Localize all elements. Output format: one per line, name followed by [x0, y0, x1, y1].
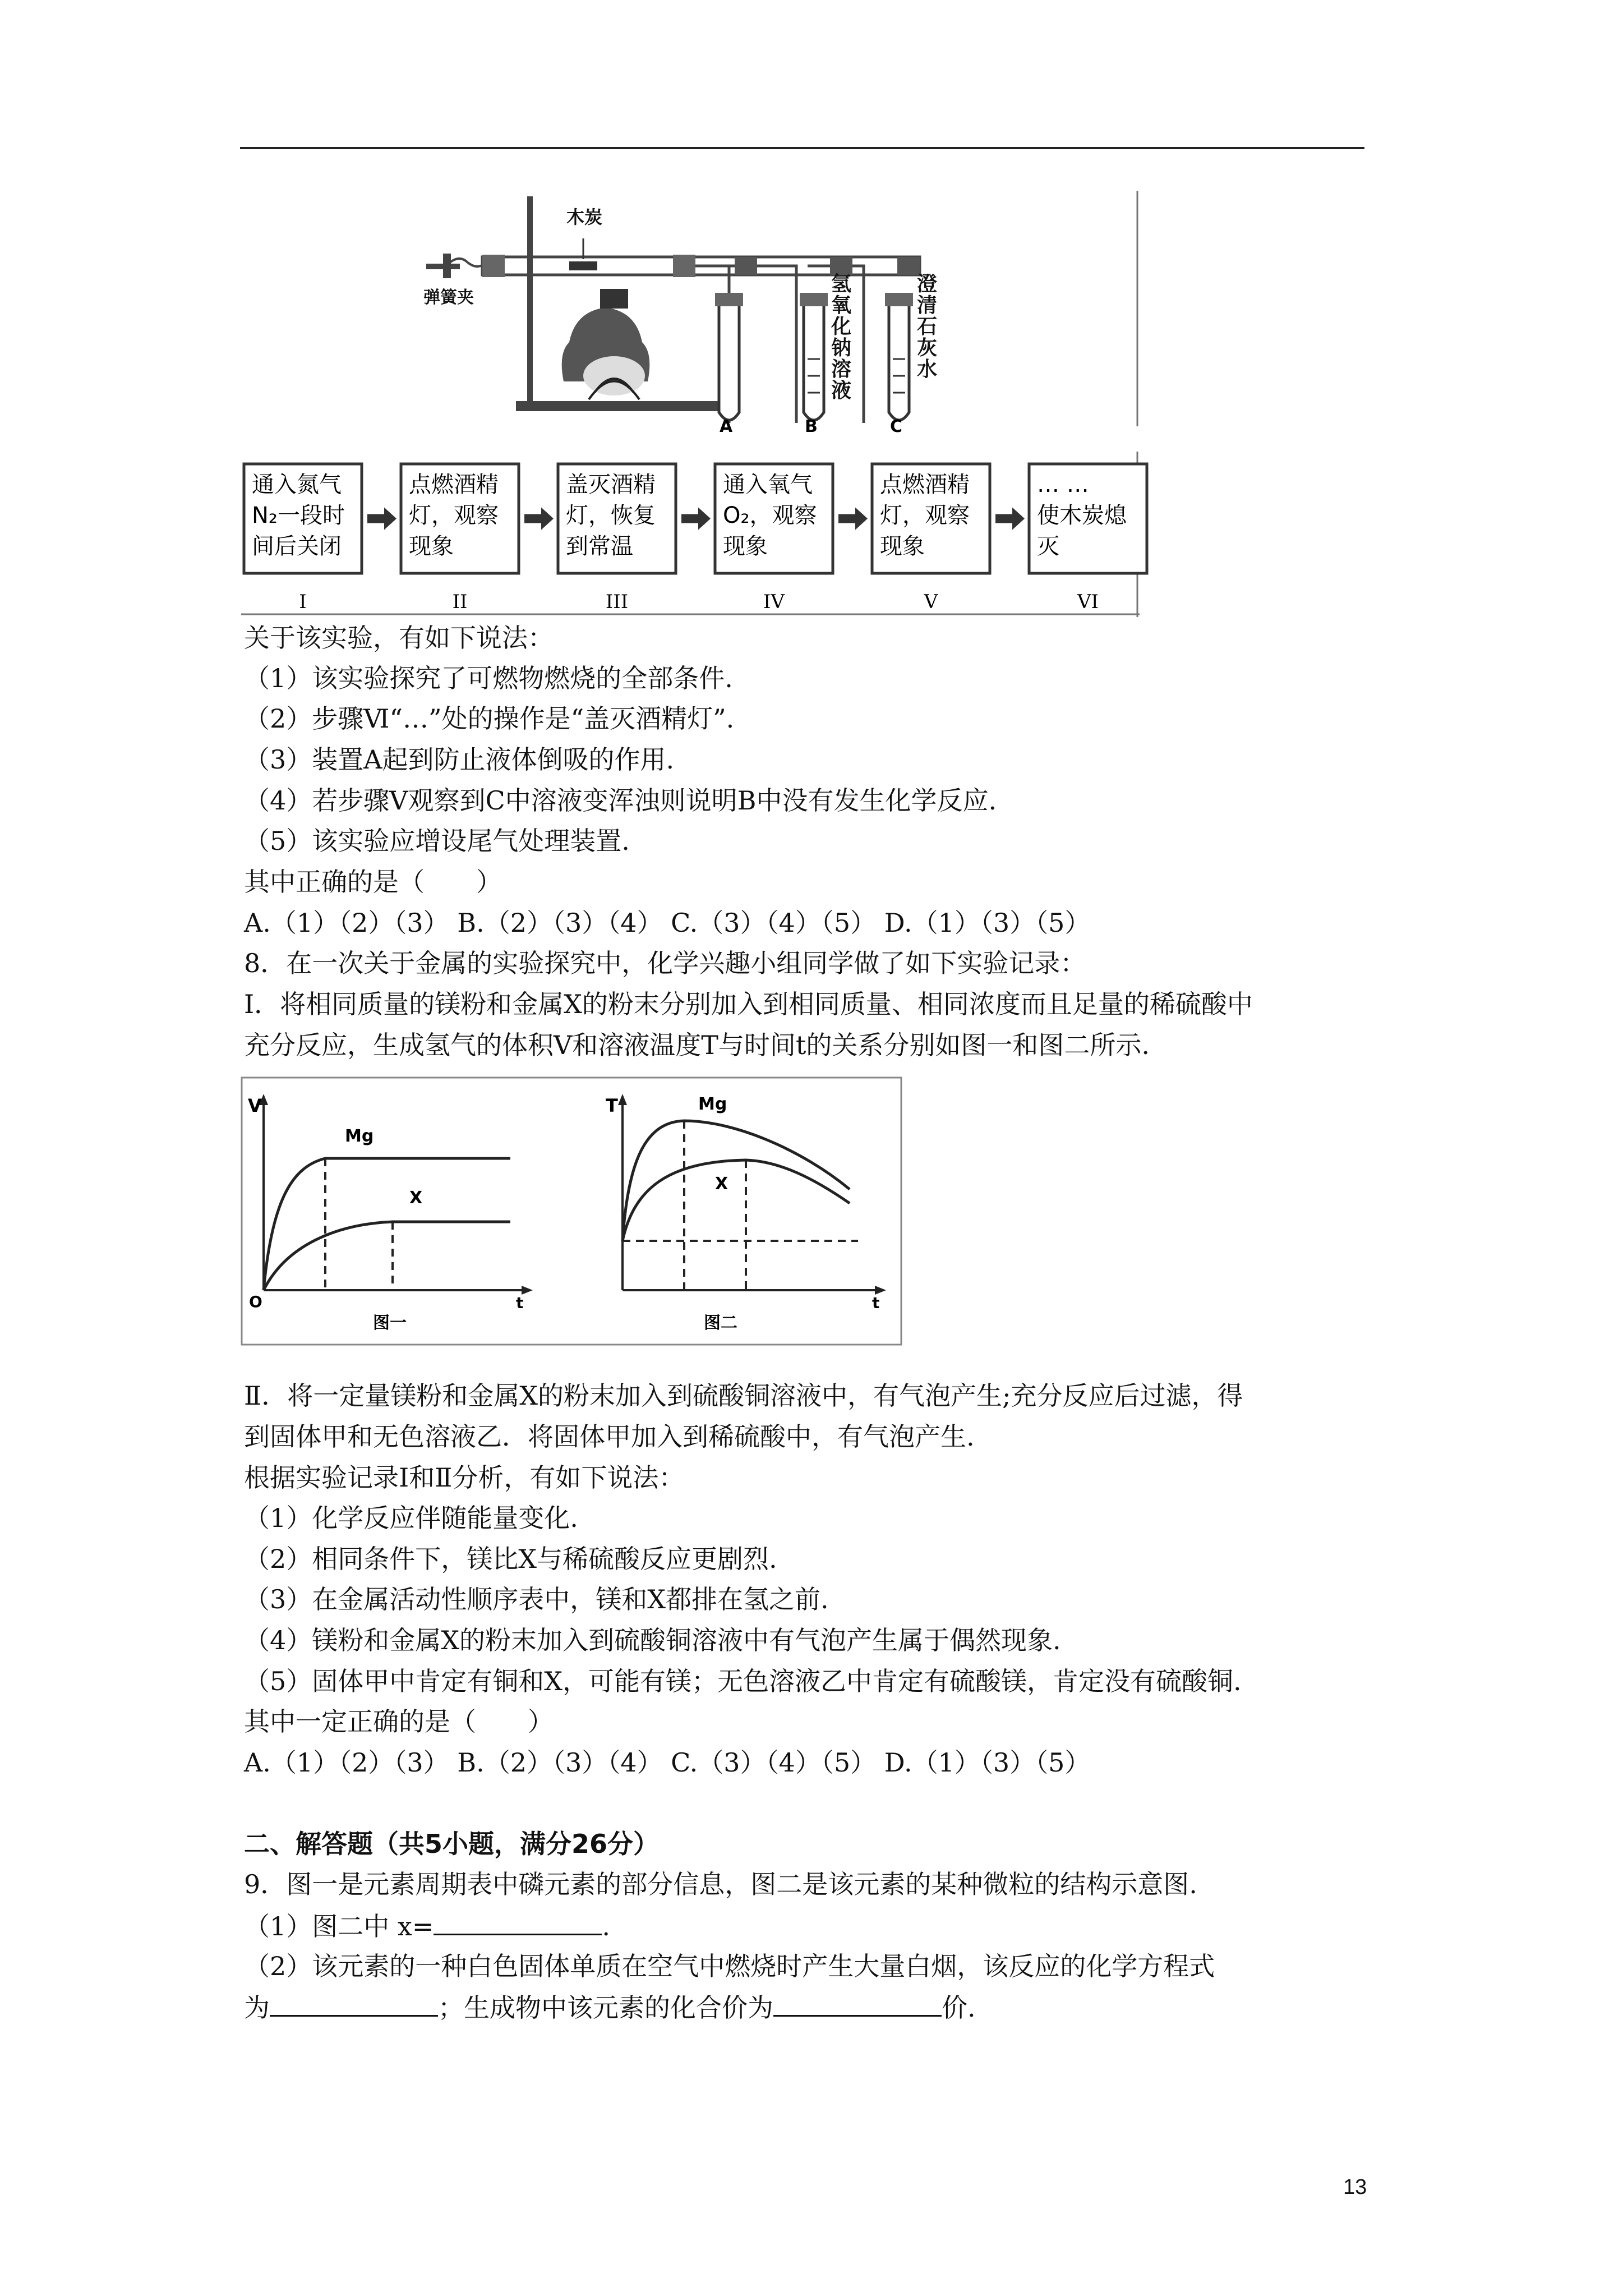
- flow-step-numeral: I: [299, 591, 307, 613]
- q8-statement-2: （2）相同条件下，镁比X与稀硫酸反应更剧烈.: [244, 1544, 777, 1574]
- q8-statement-4: （4）镁粉和金属X的粉末加入到硫酸铜溶液中有气泡产生属于偶然现象.: [244, 1625, 1061, 1655]
- naoh-label: [831, 273, 851, 402]
- svg-text:石: 石: [917, 315, 938, 338]
- q8-part2-line2: 到固体甲和无色溶液乙．将固体甲加入到稀硫酸中，有气泡产生.: [244, 1421, 975, 1452]
- flow-step-numeral: III: [605, 591, 629, 613]
- procedure-flowchart: [241, 452, 1140, 617]
- flow-arrow-icon: [838, 508, 868, 530]
- page-number: 13: [1343, 2175, 1367, 2199]
- q8-options: A.（1）（2）（3） B.（2）（3）（4） C.（3）（4）（5） D.（1）（3）（5）: [244, 1747, 1091, 1778]
- flow-step-numeral: II: [452, 591, 468, 613]
- q7-statement-4: （4）若步骤Ⅴ观察到C中溶液变浑浊则说明B中没有发生化学反应.: [244, 785, 997, 816]
- graph1-x-curve: [264, 1222, 510, 1290]
- limewater-label: [917, 273, 937, 381]
- q7-statement-5: （5）该实验应增设尾气处理装置.: [244, 826, 630, 856]
- flow-step-line: 点燃酒精: [409, 472, 499, 498]
- svg-text:澄: 澄: [917, 273, 938, 296]
- flow-step-line: 间后关闭: [252, 533, 342, 559]
- flow-step-2: [401, 464, 554, 613]
- graph1-mg-curve: [264, 1158, 510, 1290]
- q9-sub2-line2: [244, 1990, 976, 2024]
- graph2-x-label: X: [715, 1174, 728, 1194]
- q9-sub2-mid: ；生成物中该元素的化合价为: [438, 1993, 773, 2023]
- apparatus-diagram: [241, 191, 1140, 436]
- q8-statement-1: （1）化学反应伴随能量变化.: [244, 1503, 578, 1533]
- flow-step-4: [715, 464, 868, 613]
- svg-text:灰: 灰: [917, 337, 938, 360]
- svg-text:氢: 氢: [831, 273, 852, 296]
- graph1-x-label: X: [409, 1188, 423, 1208]
- graph1-t-label: t: [516, 1294, 524, 1312]
- flow-arrow-icon: [367, 508, 396, 530]
- flow-step-line: 灯，观察: [880, 503, 970, 528]
- graph1-origin: O: [249, 1292, 262, 1311]
- flow-step-line: 现象: [723, 533, 768, 559]
- flow-arrow-icon: [681, 508, 711, 530]
- q7-statement-3: （3）装置A起到防止液体倒吸的作用.: [244, 744, 675, 775]
- graph2-mg-label: Mg: [698, 1094, 727, 1114]
- flow-step-line: 点燃酒精: [880, 472, 970, 498]
- flow-step-line: 通入氮气: [252, 472, 342, 498]
- q7-options: A.（1）（2）（3） B.（2）（3）（4） C.（3）（4）（5） D.（1）（3）（5）: [244, 908, 1091, 938]
- flow-arrow-icon: [524, 508, 554, 530]
- graph1-caption: 图一: [373, 1313, 407, 1333]
- flow-step-line: 现象: [880, 533, 925, 559]
- q8-title: 8．在一次关于金属的实验探究中，化学兴趣小组同学做了如下实验记录：: [244, 948, 1086, 978]
- flow-step-line: N₂一段时: [252, 503, 345, 528]
- charcoal-label: 木炭: [566, 206, 603, 228]
- q8-part2-line1: Ⅱ．将一定量镁粉和金属X的粉末加入到硫酸铜溶液中，有气泡产生;充分反应后过滤，得: [244, 1381, 1243, 1411]
- svg-text:氧: 氧: [831, 294, 852, 317]
- svg-text:溶: 溶: [831, 358, 852, 381]
- flow-step-line: O₂，观察: [723, 503, 817, 528]
- flow-step-numeral: VI: [1077, 591, 1099, 613]
- flow-arrow-icon: [995, 508, 1025, 530]
- svg-text:水: 水: [917, 358, 938, 381]
- flow-step-line: 盖灭酒精: [566, 472, 656, 498]
- q9-title: 9．图一是元素周期表中磷元素的部分信息，图二是该元素的某种微粒的结构示意图.: [244, 1869, 1197, 1899]
- flow-step-numeral: V: [924, 591, 938, 613]
- q8-intro: 根据实验记录Ⅰ和Ⅱ分析，有如下说法：: [244, 1462, 685, 1493]
- graph1-y-label: V: [248, 1095, 262, 1116]
- flow-step-numeral: IV: [763, 591, 785, 613]
- flow-step-line: 到常温: [566, 533, 633, 559]
- graph2-x-curve: [623, 1160, 850, 1241]
- flow-step-6: [1029, 464, 1147, 613]
- graphs-figure: [241, 1077, 903, 1346]
- q7-statement-1: （1）该实验探究了可燃物燃烧的全部条件.: [244, 663, 733, 693]
- flow-step-1: [244, 464, 396, 613]
- svg-text:液: 液: [831, 379, 852, 402]
- graph-one: [248, 1094, 533, 1333]
- tube-label-b: B: [805, 417, 818, 436]
- flow-step-5: [872, 464, 1025, 613]
- q8-question: 其中一定正确的是（ ）: [244, 1706, 554, 1737]
- q8-part1-line2: 充分反应，生成氢气的体积V和溶液温度T与时间t的关系分别如图一和图二所示.: [244, 1030, 1150, 1060]
- svg-text:钠: 钠: [831, 337, 852, 360]
- graph1-mg-label: Mg: [345, 1126, 374, 1146]
- flow-step-line: 通入氧气: [723, 472, 813, 498]
- graph-two: [606, 1094, 886, 1333]
- graph2-y-label: T: [606, 1095, 618, 1116]
- q9-answer-blank-equation[interactable]: [270, 1990, 438, 2017]
- graph2-caption: 图二: [704, 1313, 737, 1333]
- tube-label-a: A: [720, 417, 733, 436]
- q9-sub1-text: （1）图二中 x=: [244, 1911, 434, 1941]
- q9-answer-blank-valence[interactable]: [773, 1990, 942, 2017]
- apparatus-figure: [241, 191, 1140, 436]
- q7-intro: 关于该实验，有如下说法：: [244, 623, 554, 653]
- header-rule: [240, 147, 1364, 149]
- svg-text:清: 清: [917, 294, 938, 317]
- q8-statement-3: （3）在金属活动性顺序表中，镁和X都排在氢之前.: [244, 1584, 829, 1614]
- flow-step-line: 现象: [409, 533, 454, 559]
- q7-statement-2: （2）步骤Ⅵ“…”处的操作是“盖灭酒精灯”.: [244, 703, 735, 734]
- flow-step-3: [558, 464, 711, 613]
- tube-label-c: C: [890, 417, 903, 436]
- q8-part1-line1: Ⅰ．将相同质量的镁粉和金属X的粉末分别加入到相同质量、相同浓度而且足量的稀硫酸中: [244, 989, 1253, 1019]
- q9-sub2-pre: 为: [244, 1993, 270, 2023]
- section-heading: 二、解答题（共5小题，满分26分）: [244, 1829, 660, 1859]
- q9-answer-blank-x[interactable]: [434, 1909, 602, 1935]
- flow-step-line: 灭: [1037, 533, 1059, 559]
- q9-sub2-post: 价.: [942, 1993, 976, 2023]
- q9-sub1-end: .: [602, 1911, 610, 1941]
- q9-sub2-line1: （2）该元素的一种白色固体单质在空气中燃烧时产生大量白烟，该反应的化学方程式: [244, 1951, 1215, 1981]
- flow-step-line: … …: [1037, 472, 1089, 498]
- q7-question: 其中正确的是（ ）: [244, 867, 502, 897]
- svg-text:化: 化: [831, 315, 852, 338]
- flow-step-line: 灯，恢复: [566, 503, 656, 528]
- q9-sub1: [244, 1909, 610, 1943]
- graph2-t-label: t: [872, 1294, 880, 1312]
- flow-step-line: 使木炭熄: [1037, 503, 1127, 528]
- q8-statement-5: （5）固体甲中肯定有铜和X，可能有镁；无色溶液乙中肯定有硫酸镁，肯定没有硫酸铜.: [244, 1666, 1242, 1696]
- flow-step-line: 灯，观察: [409, 503, 499, 528]
- clamp-label: 弹簧夹: [423, 288, 474, 307]
